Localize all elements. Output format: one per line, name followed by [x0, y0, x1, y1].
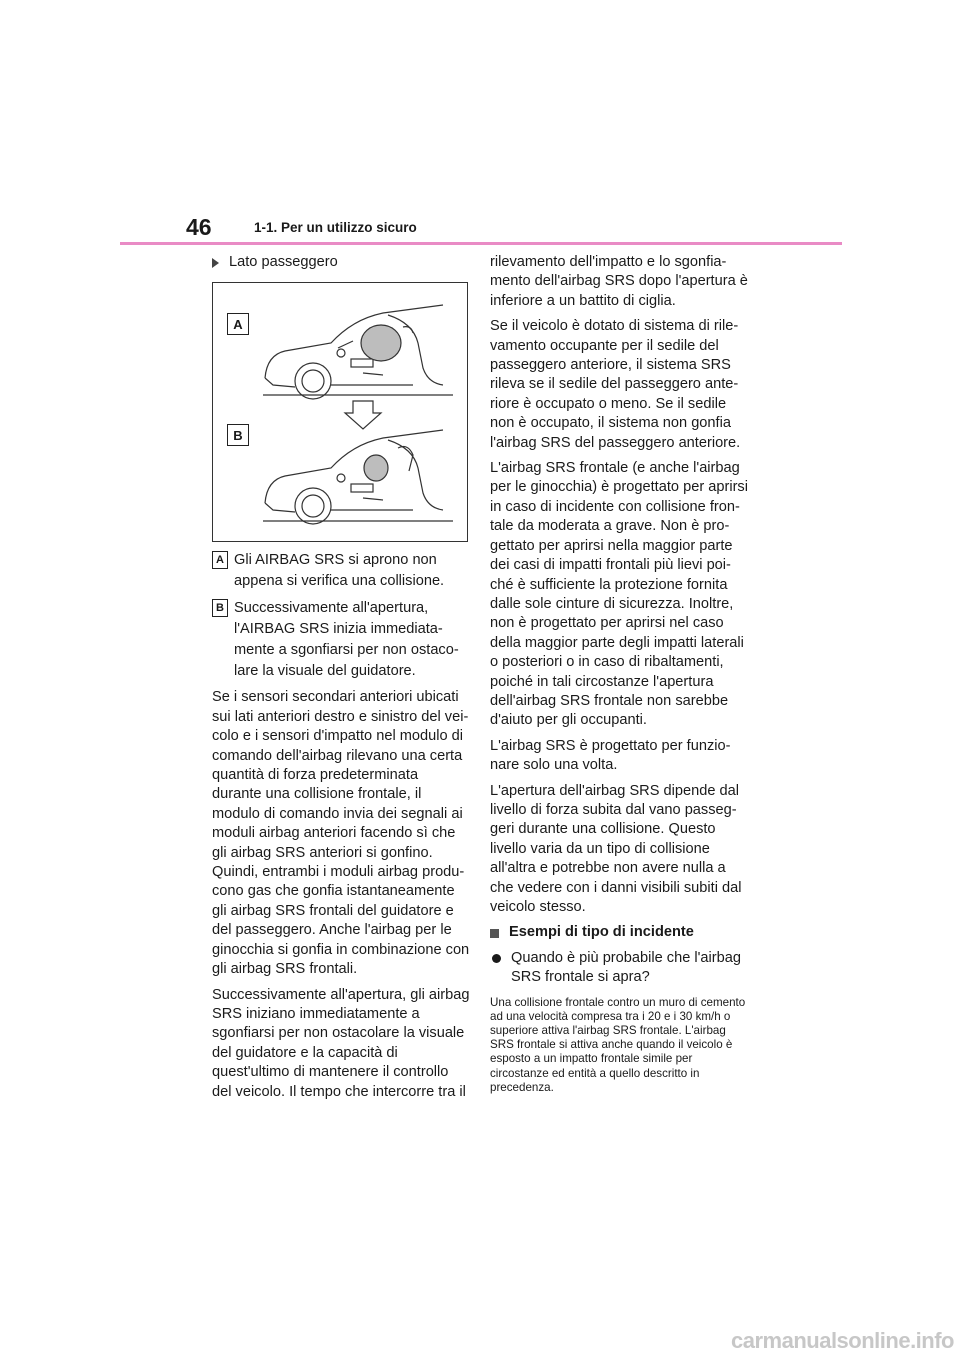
legend-text-a: Gli AIRBAG SRS si aprono non appena si verifica una collisione. — [234, 552, 445, 590]
section-title: 1-1. Per un utilizzo sicuro — [254, 220, 417, 235]
paragraph: L'airbag SRS è progettato per funzio-nare solo una volta. — [490, 737, 731, 774]
car-airbag-drawing — [213, 283, 467, 541]
right-column — [490, 253, 748, 1101]
airbag-illustration — [212, 282, 468, 542]
figure-label-b: B — [227, 424, 249, 446]
header-rule — [120, 242, 842, 245]
legend-text-b: Successivamente all'apertura, l'AIRBAG SRS inizia immediata-mente a sgonfiarsi per non ostaco-lare la visuale del guidatore. — [234, 600, 459, 680]
legend-key-b: B — [212, 599, 228, 617]
paragraph: Successivamente all'apertura, gli airbag SRS iniziano immediatamente a sgonfiarsi per non ostacolare la visuale del guidatore e la capacità di quest'ultimo di mantenere il controllo del veicolo. Il tempo che intercorre tra il — [212, 986, 470, 1100]
legend-key-a: A — [212, 551, 228, 569]
note-text: Una collisione frontale contro un muro di cemento ad una velocità compresa tra i 20 e i 30 km/h o superiore attiva l'airbag SRS frontale. L'airbag SRS frontale si attiva anche quando il veicolo è esposto a un impatto frontale simile per circostanze ed entità a quello descritto in precedenza. — [490, 995, 746, 1094]
paragraph: L'airbag SRS frontale (e anche l'airbag per le ginocchia) è progettato per aprirsi in caso di incidente con collisione fron-tale da moderata a grave. Non è pro-gettato per aprirsi nella maggior parte dei casi di impatti frontali più lievi poi-ché è sufficiente la protezione fornita dalle sole cinture di sicurezza. Inoltre, non è progettato per aprirsi nel caso della maggior parte degli impatti laterali o posteriori o in caso di ribaltamenti, poiché in tali circostanze l'apertura dell'airbag SRS frontale non sarebbe d'aiuto per gli occupanti. — [490, 460, 748, 729]
section-heading-text: Esempi di tipo di incidente — [509, 924, 694, 941]
page-number: 46 — [186, 214, 212, 240]
paragraph: Se il veicolo è dotato di sistema di rile-vamento occupante per il sedile del passeggero anteriore, il sistema SRS rileva se il sedile del passeggero ante-riore è occupato o meno. Se il sedile non è occupato, il sistema non gonfia l'airbag SRS del passeggero anteriore. — [490, 318, 741, 451]
paragraph: L'apertura dell'airbag SRS dipende dal livello di forza subita dal vano passeg-geri durante una collisione. Questo livello varia da un tipo di collisione all'altra e potrebbe non avere nulla a che vedere con i danni visibili subiti dal veicolo stesso. — [490, 782, 742, 915]
dot-bullet-icon — [492, 954, 501, 963]
square-bullet-icon — [490, 929, 499, 938]
legend-item-a — [212, 550, 470, 592]
section-heading — [490, 923, 748, 942]
left-column — [212, 253, 470, 1108]
bullet-item — [490, 949, 748, 988]
paragraph: rilevamento dell'impatto e lo sgonfia-mento dell'airbag SRS dopo l'apertura è inferiore a un battito di ciglia. — [490, 254, 748, 309]
subheading — [212, 253, 470, 272]
triangle-bullet-icon — [212, 258, 219, 268]
paragraph: Se i sensori secondari anteriori ubicati sui lati anteriori destro e sinistro del vei-colo e i sensori d'impatto nel modulo di comando dell'airbag rilevano una certa quantità di forza predeterminata durante una collisione frontale, il modulo di comando invia dei segnali ai moduli airbag anteriori facendo sì che gli airbag SRS anteriori si gonfino. Quindi, entrambi i moduli airbag produ-cono gas che gonfia istantaneamente gli airbag SRS frontali del guidatore e del passeggero. Anche l'airbag per le ginocchia si gonfia in combinazione con gli airbag SRS frontali. — [212, 689, 470, 978]
bullet-text: Quando è più probabile che l'airbag SRS frontale si apra? — [511, 949, 741, 986]
legend-item-b — [212, 598, 470, 682]
figure-label-a: A — [227, 313, 249, 335]
subheading-text: Lato passeggero — [229, 254, 338, 270]
watermark: carmanualsonline.info — [731, 1328, 954, 1353]
